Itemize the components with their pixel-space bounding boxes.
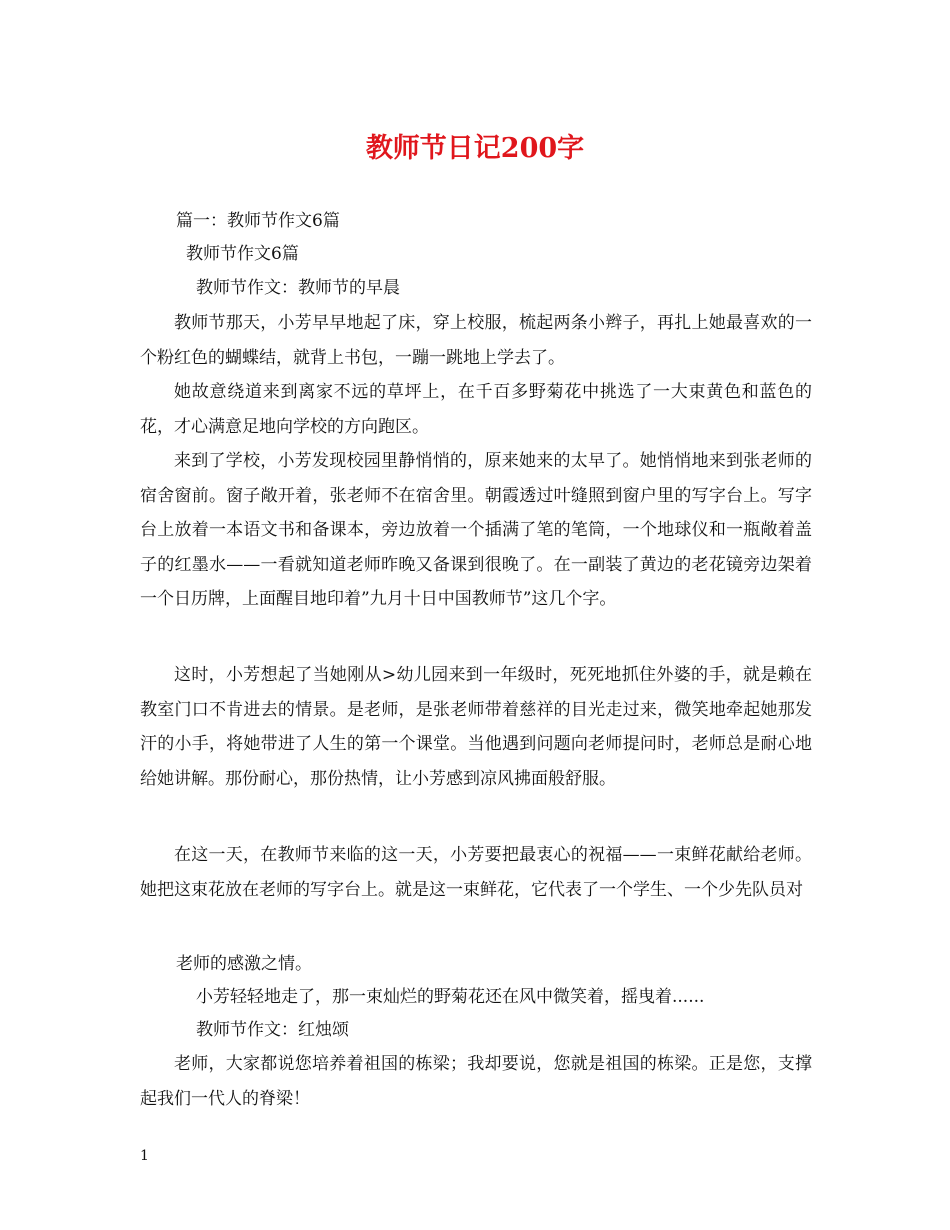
paragraph-6: 小芳轻轻地走了，那一束灿烂的野菊花还在风中微笑着，摇曳着...... <box>196 987 705 1007</box>
paragraph-5: 在这一天，在教师节来临的这一天，小芳要把最衷心的祝福——一束鲜花献给老师。她把这束花放在老师的写字台上。就是这一束鲜花，它代表了一个学生、一个少先队员对 <box>140 845 812 900</box>
paragraph-7: 老师，大家都说您培养着祖国的栋梁；我却要说，您就是祖国的栋梁。正是您，支撑起我们一代人的脊梁！ <box>140 1054 812 1109</box>
subheading: 教师节作文6篇 <box>186 244 299 264</box>
document-title: 教师节日记200字 <box>365 133 585 164</box>
essay-title: 教师节作文：教师节的早晨 <box>196 278 400 298</box>
paragraph-3: 来到了学校，小芳发现校园里静悄悄的，原来她来的太早了。她悄悄地来到张老师的宿舍窗前。窗子敞开着，张老师不在宿舍里。朝霞透过叶缝照到窗户里的写字台上。写字台上放着一本语文书和备课本，旁边放着一个插满了笔的笔筒，一个地球仪和一瓶敞着盖子的红墨水——一看就知道老师昨晚又备课到很晚了。在一副装了黄边的老花镜旁边架着一个日历牌，上面醒目地印着”九月十日中国教师节”这几个字。 <box>140 451 812 609</box>
essay-title: 教师节作文：红烛颂 <box>196 1020 349 1040</box>
page-number: 1 <box>140 1148 149 1164</box>
paragraph-continuation: 老师的感激之情。 <box>176 954 312 974</box>
paragraph-2: 她故意绕道来到离家不远的草坪上，在千百多野菊花中挑选了一大束黄色和蓝色的花，才心满意足地向学校的方向跑区。 <box>140 382 812 437</box>
section-heading: 篇一：教师节作文6篇 <box>176 211 340 231</box>
paragraph-1: 教师节那天，小芳早早地起了床，穿上校服，梳起两条小辫子，再扎上她最喜欢的一个粉红色的蝴蝶结，就背上书包，一蹦一跳地上学去了。 <box>140 313 812 368</box>
paragraph-4: 这时，小芳想起了当她刚从>幼儿园来到一年级时，死死地抓住外婆的手，就是赖在教室门口不肯进去的情景。是老师，是张老师带着慈祥的目光走过来，微笑地牵起她那发汗的小手，将她带进了人生的第一个课堂。当他遇到问题向老师提问时，老师总是耐心地给她讲解。那份耐心，那份热情，让小芳感到凉风拂面般舒服。 <box>140 665 812 789</box>
